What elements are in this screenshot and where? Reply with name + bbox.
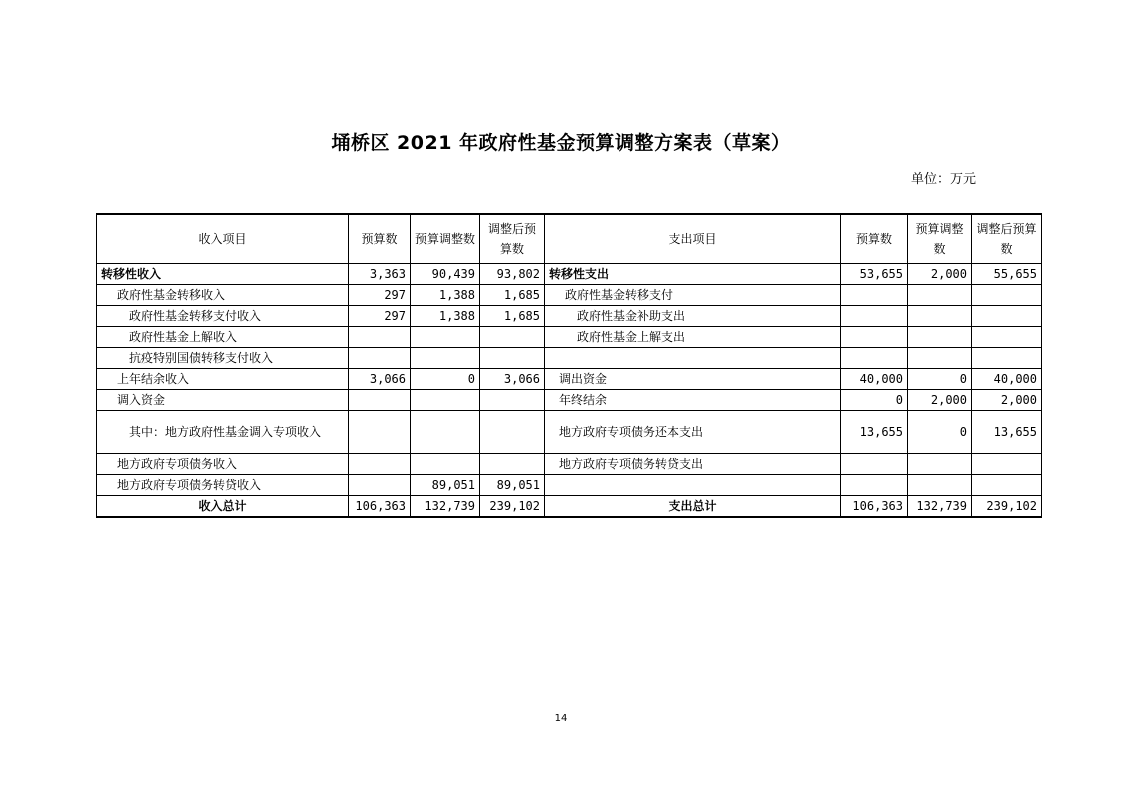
income-budget: [349, 475, 411, 496]
income-item: 政府性基金转移收入: [97, 285, 349, 306]
table-row: [97, 327, 1042, 348]
income-adjust: 1,388: [411, 306, 480, 327]
income-after: 93,802: [480, 264, 545, 285]
expense-item: 年终结余: [545, 390, 841, 411]
income-item: 转移性收入: [97, 264, 349, 285]
income-after: [480, 390, 545, 411]
income-budget: [349, 327, 411, 348]
expense-budget: [841, 327, 908, 348]
expense-total-budget: 106,363: [841, 496, 908, 518]
expense-adjust: [908, 306, 972, 327]
expense-after: 40,000: [972, 369, 1042, 390]
expense-item: 地方政府专项债务转贷支出: [545, 454, 841, 475]
expense-after: [972, 327, 1042, 348]
income-after: [480, 348, 545, 369]
expense-adjust: 0: [908, 369, 972, 390]
expense-budget: [841, 348, 908, 369]
income-item: 地方政府专项债务收入: [97, 454, 349, 475]
expense-after: [972, 306, 1042, 327]
expense-budget: [841, 306, 908, 327]
expense-budget: [841, 454, 908, 475]
expense-after: [972, 475, 1042, 496]
table-row: [97, 475, 1042, 496]
header-income-budget: 预算数: [349, 214, 411, 264]
unit-label: 单位：万元: [910, 172, 976, 187]
income-item: 抗疫特别国债转移支付收入: [97, 348, 349, 369]
income-adjust: 1,388: [411, 285, 480, 306]
income-total-after: 239,102: [480, 496, 545, 518]
expense-adjust: [908, 327, 972, 348]
expense-after: 13,655: [972, 411, 1042, 454]
income-adjust: [411, 390, 480, 411]
expense-item: 政府性基金补助支出: [545, 306, 841, 327]
income-after: 3,066: [480, 369, 545, 390]
expense-budget: [841, 475, 908, 496]
income-adjust: [411, 327, 480, 348]
expense-budget: 0: [841, 390, 908, 411]
expense-after: 55,655: [972, 264, 1042, 285]
income-after: [480, 327, 545, 348]
table-header-row: [97, 214, 1042, 264]
header-income-after: 调整后预算数: [480, 214, 545, 264]
expense-item: 政府性基金上解支出: [545, 327, 841, 348]
expense-item: [545, 348, 841, 369]
expense-total-adjust: 132,739: [908, 496, 972, 518]
income-budget: 297: [349, 285, 411, 306]
expense-after: [972, 348, 1042, 369]
expense-adjust: 2,000: [908, 390, 972, 411]
expense-after: [972, 285, 1042, 306]
income-adjust: 89,051: [411, 475, 480, 496]
header-expense-item: 支出项目: [545, 214, 841, 264]
expense-total-label: 支出总计: [545, 496, 841, 518]
page-number: 14: [554, 713, 568, 724]
income-item: 政府性基金转移支付收入: [97, 306, 349, 327]
income-after: [480, 454, 545, 475]
income-adjust: 0: [411, 369, 480, 390]
expense-total-after: 239,102: [972, 496, 1042, 518]
expense-adjust: [908, 285, 972, 306]
income-budget: 297: [349, 306, 411, 327]
document-title: 埇桥区 2021 年政府性基金预算调整方案表（草案）: [331, 132, 791, 154]
income-budget: [349, 411, 411, 454]
expense-adjust: [908, 475, 972, 496]
income-adjust: [411, 454, 480, 475]
header-expense-adjust: 预算调整数: [908, 214, 972, 264]
income-budget: [349, 390, 411, 411]
income-budget: 3,066: [349, 369, 411, 390]
income-item: 政府性基金上解收入: [97, 327, 349, 348]
expense-adjust: [908, 454, 972, 475]
header-income-item: 收入项目: [97, 214, 349, 264]
income-adjust: 90,439: [411, 264, 480, 285]
income-total-label: 收入总计: [97, 496, 349, 518]
expense-item: 地方政府专项债务还本支出: [545, 411, 841, 454]
expense-item: 转移性支出: [545, 264, 841, 285]
header-income-adjust: 预算调整数: [411, 214, 480, 264]
expense-item: 政府性基金转移支付: [545, 285, 841, 306]
income-after: [480, 411, 545, 454]
expense-budget: 13,655: [841, 411, 908, 454]
income-item: 其中：地方政府性基金调入专项收入: [97, 411, 349, 454]
income-item: 调入资金: [97, 390, 349, 411]
table-row: [97, 285, 1042, 306]
table-row: [97, 264, 1042, 285]
income-total-adjust: 132,739: [411, 496, 480, 518]
income-budget: [349, 454, 411, 475]
income-after: 89,051: [480, 475, 545, 496]
table-row: [97, 369, 1042, 390]
budget-adjustment-table: [96, 213, 1042, 518]
table-row: [97, 306, 1042, 327]
expense-item: [545, 475, 841, 496]
income-total-budget: 106,363: [349, 496, 411, 518]
table-row: [97, 348, 1042, 369]
expense-adjust: [908, 348, 972, 369]
income-adjust: [411, 348, 480, 369]
expense-item: 调出资金: [545, 369, 841, 390]
expense-after: [972, 454, 1042, 475]
income-item: 上年结余收入: [97, 369, 349, 390]
table-total-row: [97, 496, 1042, 518]
income-adjust: [411, 411, 480, 454]
header-expense-budget: 预算数: [841, 214, 908, 264]
expense-adjust: 0: [908, 411, 972, 454]
expense-budget: [841, 285, 908, 306]
header-expense-after: 调整后预算数: [972, 214, 1042, 264]
table-row: [97, 390, 1042, 411]
income-after: 1,685: [480, 306, 545, 327]
table-row: [97, 411, 1042, 454]
expense-budget: 53,655: [841, 264, 908, 285]
expense-after: 2,000: [972, 390, 1042, 411]
expense-adjust: 2,000: [908, 264, 972, 285]
income-item: 地方政府专项债务转贷收入: [97, 475, 349, 496]
expense-budget: 40,000: [841, 369, 908, 390]
income-after: 1,685: [480, 285, 545, 306]
income-budget: [349, 348, 411, 369]
income-budget: 3,363: [349, 264, 411, 285]
table-row: [97, 454, 1042, 475]
